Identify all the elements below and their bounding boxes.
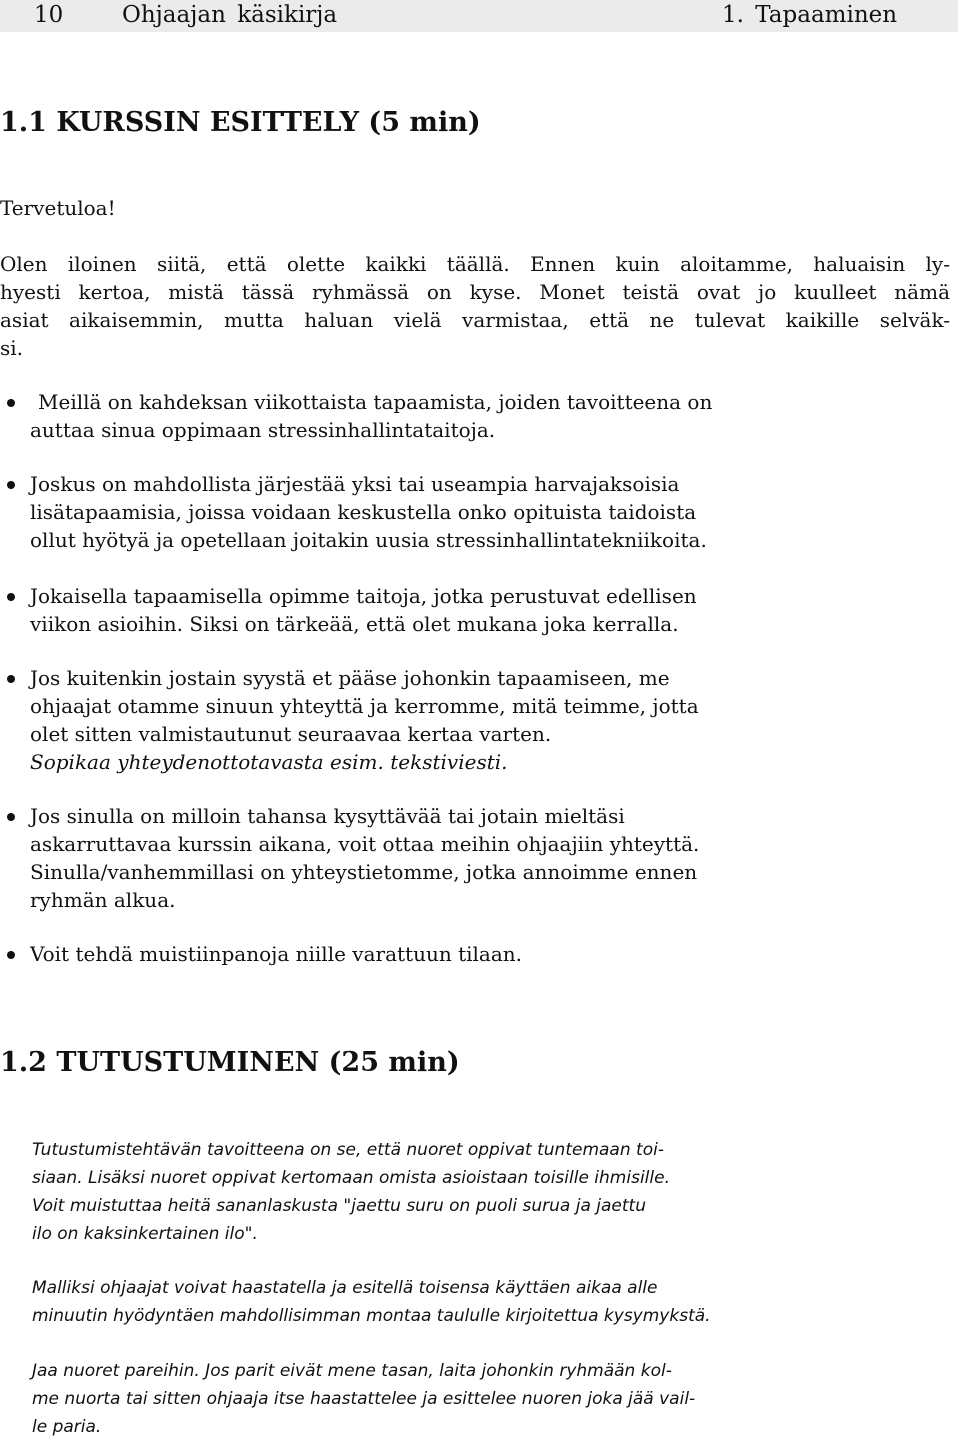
section-heading-1-2: 1.2 TUTUSTUMINEN (25 min) (0, 1047, 460, 1078)
bullet-icon (7, 813, 15, 821)
book-title: Ohjaajan käsikirja (122, 2, 338, 28)
bullet-icon (7, 481, 15, 489)
instructor-note: Tutustumistehtävän tavoitteena on se, että nuoret oppivat tuntemaan toi- siaan. Lisäksi nuoret oppivat kertomaan omista asioistaan toisille ihmisille. Voit muistuttaa heitä sananlaskusta "jaettu suru on puoli surua ja jaettu ilo on kaksinkertainen ilo". (32, 1140, 670, 1244)
section-heading-1-1: 1.1 KURSSIN ESITTELY (5 min) (0, 107, 481, 138)
bullet-icon (7, 399, 15, 407)
bullet-icon (7, 593, 15, 601)
bullet-icon (7, 675, 15, 683)
instructor-note: Jaa nuoret pareihin. Jos parit eivät mene tasan, laita johonkin ryhmään kol- me nuorta tai sitten ohjaaja itse haastattelee ja esittelee nuoren joka jää vail- le paria. (32, 1361, 696, 1437)
page-header (0, 0, 958, 32)
greeting: Tervetuloa! (0, 196, 116, 220)
bullet-icon (7, 951, 15, 959)
chapter-title: 1. Tapaaminen (722, 2, 898, 28)
instructor-note: Malliksi ohjaajat voivat haastatella ja esitellä toisensa käyttäen aikaa alle minuutin hyödyntäen mahdollisimman montaa taululle kirjoitettua kysymykstä. (32, 1278, 711, 1326)
page-number: 10 (34, 2, 64, 28)
intro-paragraph: Olen iloinen siitä, että olette kaikki täällä. Ennen kuin aloitamme, haluaisin ly- hyesti kertoa, mistä tässä ryhmässä on kyse. Monet teistä ovat jo kuulleet nämä asiat aikaisemmin, mutta haluan vielä varmistaa, että ne tulevat kaikille selväk- si. (0, 252, 950, 360)
italic-instruction: Sopikaa yhteydenottotavasta esim. tekstiviesti. (30, 750, 508, 774)
